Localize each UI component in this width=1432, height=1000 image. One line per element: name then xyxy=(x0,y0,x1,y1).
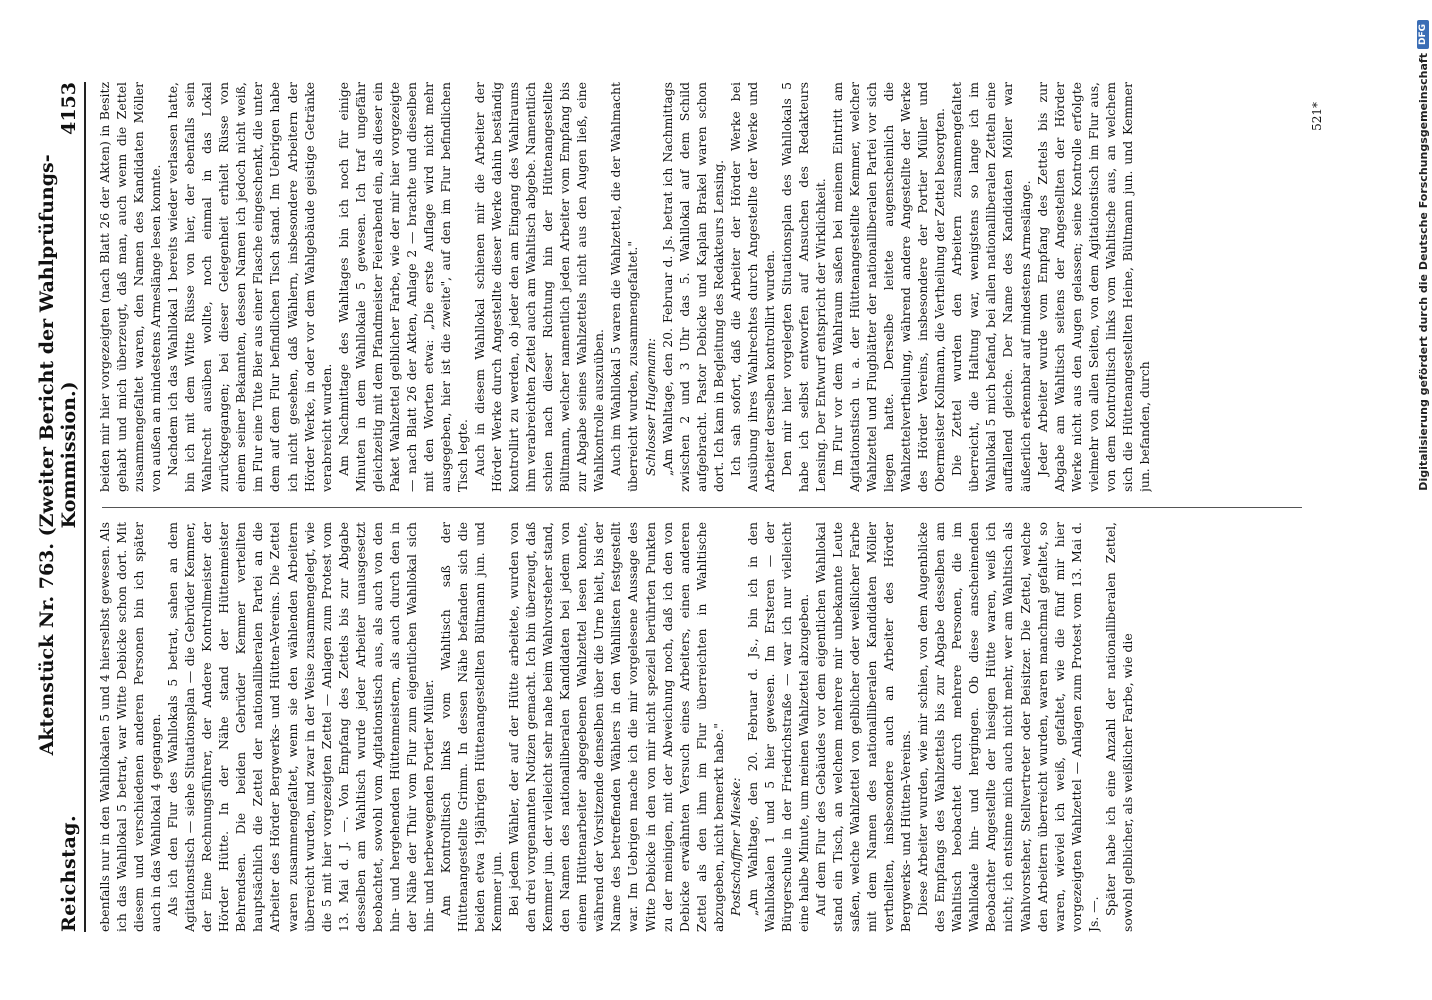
paragraph: Am Nachmittage des Wahltages bin ich noch für einige Minuten in dem Wahllokale 5 gewesen. Ich traf ungefähr gleichzeitig mit dem Pfandmeister Feierabend ein, als dieser ein Paket Wahlzettel gelblicher Farbe, wie der mir hier vorgezeigte — nach Blatt 26 der Akten, Anlage 2 — brachte und dieselben mit den Worten etwa: „Die erste Auflage wird nicht mehr ausgegeben, hier ist die zweite", auf den im Flur befindlichen Tisch legte. xyxy=(335,82,470,492)
text-columns xyxy=(96,82,1306,932)
dfg-logo: DFG xyxy=(1417,20,1429,49)
right-column xyxy=(96,82,1306,492)
paragraph: „Am Wahltage, den 20. Februar d. Js. betrat ich Nachmittags zwischen 2 und 3 Uhr das 5. Wahllokal auf dem Schild aufgebracht. Pastor Debicke und Kaplan Brakel waren schon dort. Ich kam in Begleitung des Redakteurs Lensing. xyxy=(659,82,726,492)
document-page xyxy=(36,82,1324,932)
column-divider xyxy=(102,507,1302,508)
header-doc-number: Aktenstück Nr. 763. xyxy=(36,542,58,756)
paragraph: Auch im Wahllokal 5 waren die Wahlzettel, die der Wahlmacht überreicht wurden, zusammengefaltet." xyxy=(608,82,641,492)
paragraph: Später habe ich eine Anzahl der nationalliberalen Zettel, sowohl gelblicher, als weißlicher Farbe, wie die xyxy=(1102,522,1135,932)
paragraph: Auf dem Flur des Gebäudes vor dem eigentlichen Wahllokal stand ein Tisch, an welchem mehrere mir unbekannte Leute saßen, welche Wahlzettel von gelblicher oder weißlicher Farbe mit dem Namen des nationalliberalen Kandidaten Möller vertheilten, insbesondere auch an Arbeiter des Hörder Bergwerks- und Hütten-Vereins. xyxy=(812,522,914,932)
header-rule xyxy=(84,82,86,932)
dfg-note-label: Digitalisierung gefördert durch die Deutsche Forschungsgemeinschaft xyxy=(1416,53,1430,491)
paragraph: „Am Wahltage, den 20. Februar d. Js., bin ich in den Wahllokalen 1 und 5 hier gewesen. Im Ersteren — der Bürgerschule in der Friedrichstraße — war ich nur vielleicht eine halbe Minute, um meinen Wahlzettel abzugeben. xyxy=(744,522,811,932)
footer-signature: 521* xyxy=(1310,102,1324,131)
paragraph: Den mir hier vorgelegten Situationsplan des Wahllokals 5 habe ich selbst entworfen auf Ansuchen des Redakteurs Lensing. Der Entwurf entspricht der Wirklichkeit. xyxy=(778,82,828,492)
dfg-sidebar xyxy=(1414,0,1432,1000)
header-title xyxy=(36,135,80,815)
paragraph: Diese Arbeiter wurden, wie mir schien, von dem Augenblicke des Empfangs des Wahlzettels bis zur Abgabe desselben am Wahltisch beobachtet durch mehrere Personen, die im Wahllokale hin- und hergingen. Ob diese anscheinenden Beobachter Angestellte der hiesigen Hütte waren, weiß ich nicht; ich entsinne mich auch nicht mehr, wer am Wahltisch als Wahlvorsteher, Stellvertreter oder Beisitzer. Die Zettel, welche den Arbeitern überreicht wurden, waren manchmal gefaltet, so waren, wieviel ich weiß, gefaltet, wie die fünf mir hier vorgezeigten Wahlzettel — Anlagen zum Protest vom 13. Mai d. Js. —. xyxy=(915,522,1101,932)
dfg-note-text xyxy=(1414,0,1432,1000)
paragraph: Die Zettel wurden den Arbeitern zusammengefaltet überreicht, die Haltung war, wenigstens so lange ich im Wahllokal 5 mich befand, bei allen nationalliberalen Zetteln eine auffallend gleiche. Der Name des Kandidaten Möller war äußerlich erkennbar auf mindestens Armeslänge. xyxy=(949,82,1033,492)
speaker-heading: Schlosser Hugemann: xyxy=(642,337,658,476)
page-header xyxy=(36,82,80,932)
paragraph: beiden mir hier vorgezeigten (nach Blatt 26 der Akten) in Besitz gehabt und mich überzeugt, daß man, auch wenn die Zettel zusammengefaltet waren, den Namen des Kandidaten Möller von außen an mindestens Armeslänge lesen konnte. xyxy=(97,82,164,492)
paragraph: Bei jedem Wähler, der auf der Hütte arbeitete, wurden von den drei vorgenannten Notizen gemacht. Ich bin überzeugt, daß Kemmer jun. der vielleicht sehr nahe beim Wahlvorsteher stand, den Namen des nationalliberalen Kandidaten bei jedem von einem Hüttenarbeiter abgegebenen Wahlzettel lesen konnte, während der Vorsitzende denselben über die Urne hielt, bis der Name des betreffenden Wählers in den Wahllisten festgestellt war. Im Uebrigen mache ich die mir vorgelesene Aussage des Witte Debicke in den von mir nicht speziell berührten Punkten zu der meinigen, mit der Abweichung noch, daß ich den von Debicke erwähnten Versuch eines Arbeiters, einen anderen Zettel als den ihm im Flur überreichten in Wahltische abzugeben, nicht bemerkt habe." xyxy=(506,522,726,932)
paragraph: Ich sah sofort, daß die Arbeiter der Hörder Werke bei Ausübung ihres Wahlrechtes durch Angestellte der Werke und Arbeiter derselben kontrollirt wurden. xyxy=(727,82,777,492)
paragraph: Im Flur vor dem Wahlraum saßen bei meinem Eintritt am Agitationstisch u. a. der Hüttenangestellte Kemmer, welcher Wahlzettel und Flugblätter der nationalliberalen Partei vor sich liegen hatte. Derselbe leitete augenscheinlich die Wahlzettelvertheilung, während andere Angestellte der Werke des Hörder Vereins, insbesondere der Portier Müller und Obermeister Kollmann, die Vertheilung der Zettel besorgten. xyxy=(830,82,948,492)
header-left: Reichstag. xyxy=(58,814,80,932)
paragraph: Am Kontrolltisch links vom Wahltisch saß der Hüttenangestellte Grimm. In dessen Nähe befanden sich die beiden etwa 19jährigen Hüttenangestellten Bültmann jun. und Kemmer jun. xyxy=(437,522,505,932)
paragraph: Als ich den Flur des Wahllokals 5 betrat, sahen an dem Agitationstisch — siehe Situationsplan — die Gebrüder Kemmer, der Eine Rechnungsführer, der Andere Kontrollmeister der Hörder Hütte. In der Nähe stand der Hüttenmeister Behrendsen. Die beiden Gebrüder Kemmer verteilten hauptsächlich die Zettel der nationalliberalen Partei an die Arbeiter des Hörder Bergwerks- und Hütten-Vereins. Die Zettel waren zusammengefaltet, wenn sie den wählenden Arbeitern überreicht wurden, und zwar in der Weise zusammengelegt, wie die 5 mit hier vorgezeigten Zettel — Anlagen zum Protest vom 13. Mai d. J. —. Von Empfang des Zettels bis zur Abgabe desselben am Wahltisch wurde jeder Arbeiter unausgesetzt beobachtet, sowohl vom Agitationstisch aus, als auch von den hin- und hergehenden Hüttenmeistern, als auch durch den in der Nähe der Thür vom Flur zum eigentlichen Wahllokal sich hin- und herbewegenden Portier Müller. xyxy=(165,522,436,932)
paragraph: Auch in diesem Wahllokal schienen mir die Arbeiter der Hörder Werke durch Angestellte dieser Werke dahin beständig kontrollirt zu werden, ob jeder den am Eingang des Wahlraums ihm verabreichten Zettel auch am Wahltisch abgebe. Namentlich schien nach dieser Richtung hin der Hüttenangestellte Bültmann, welcher namentlich jeden Arbeiter vom Empfang bis zur Abgabe seines Wahlzettels nicht aus den Augen ließ, eine Wahlkontrolle auszuüben. xyxy=(472,82,607,492)
left-column xyxy=(96,522,1306,932)
page-number: 4153 xyxy=(58,82,80,135)
speaker-heading: Postschaffner Mieske: xyxy=(727,777,743,916)
header-report-title: (Zweiter Bericht der Wahlprüfungs-Kommission.) xyxy=(36,154,80,537)
paragraph: ebenfalls nur in den Wahllokalen 5 und 4 hierselbst gewesen. Als ich das Wahllokal 5 betrat, war Witte Debicke schon dort. Mit diesem und verschiedenen anderen Personen bin ich später auch in das Wahllokal 4 gegangen. xyxy=(97,522,164,932)
paragraph: Nachdem ich das Wahllokal 1 bereits wieder verlassen hatte, bin ich mit dem Witte Rüsse von hier, der ebenfalls sein Wahlrecht ausüben wollte, noch einmal in das Lokal zurückgegangen; bei dieser Gelegenheit erhielt Rüsse von einem seiner Bekannten, dessen Namen ich jedoch nicht weiß, im Flur eine Tüte Bier aus einer Flasche eingeschenkt, die unter dem auf dem Flur befindlichen Tisch stand. Im Uebrigen habe ich nicht gesehen, daß Wählern, insbesondere Arbeitern der Hörder Werke, in oder vor dem Wahlgebäude geistige Getränke verabreicht wurden. xyxy=(165,82,334,492)
paragraph: Jeder Arbeiter wurde vom Empfang des Zettels bis zur Abgabe am Wahltisch seitens der Angestellten der Hörder Werke nicht aus den Augen gelassen; seine Kontrolle erfolgte vielmehr von allen Seiten, von dem Agitationstisch im Flur aus, von dem Kontrolltisch links vom Wahltische aus, an welchem sich die Hüttenangestellten Heine, Bültmann jun. und Kemmer jun. befanden, durch xyxy=(1034,82,1152,492)
